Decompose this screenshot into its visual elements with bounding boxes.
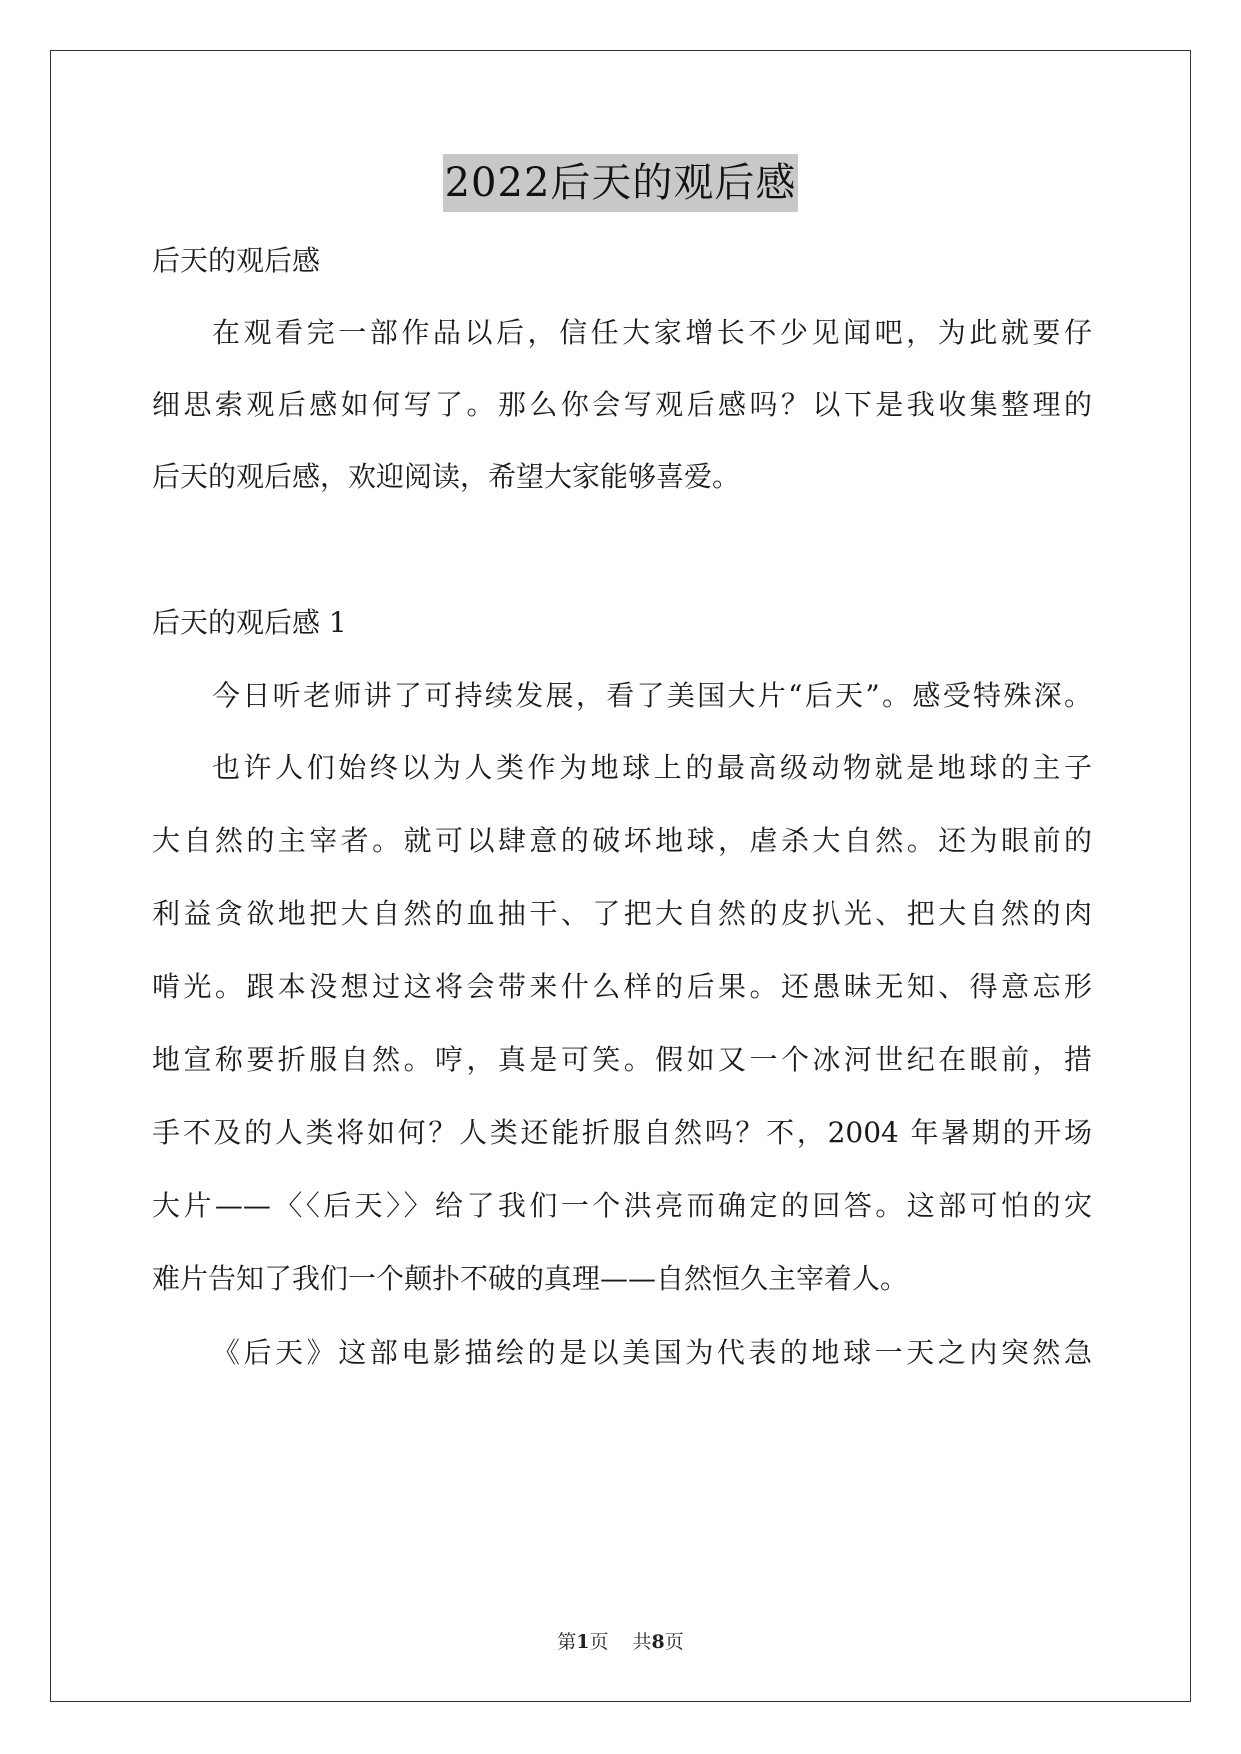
total-unit: 页 [664,1631,684,1653]
intro-line: 细思索观后感如何写了。那么你会写观后感吗？以下是我收集整理的 [152,388,1092,421]
paragraph-line: 难片告知了我们一个颠扑不破的真理——自然恒久主宰着人。 [152,1262,909,1295]
page-total: 8 [651,1631,665,1653]
paragraph-line: 大片——〈〈后天〉〉给了我们一个洪亮而确定的回答。这部可怕的灾 [152,1189,1092,1222]
page-border [50,50,1191,1702]
page-number: 1 [576,1631,590,1653]
paragraph-line: 今日听老师讲了可持续发展，看了美国大片“后天”。感受特殊深。 [212,679,1092,712]
title-block [0,154,1241,212]
paragraph-line: 大自然的主宰者。就可以肆意的破坏地球，虐杀大自然。还为眼前的 [152,824,1092,857]
intro-line: 后天的观后感，欢迎阅读，希望大家能够喜爱。 [152,460,741,493]
paragraph-line: 也许人们始终以为人类作为地球上的最高级动物就是地球的主子 [212,751,1092,784]
subtitle: 后天的观后感 [152,244,321,277]
paragraph-line: 地宣称要折服自然。哼，真是可笑。假如又一个冰河世纪在眼前，措 [152,1043,1092,1076]
document-title: 2022后天的观后感 [443,154,799,212]
paragraph-line: 啃光。跟本没想过这将会带来什么样的后果。还愚昧无知、得意忘形 [152,970,1092,1003]
paragraph-line: 《后天》这部电影描绘的是以美国为代表的地球一天之内突然急 [212,1336,1092,1369]
paragraph-line: 手不及的人类将如何？人类还能折服自然吗？不，2004 年暑期的开场 [152,1116,1092,1149]
intro-line: 在观看完一部作品以后，信任大家增长不少见闻吧，为此就要仔 [212,316,1092,349]
page-footer [0,1630,1241,1654]
paragraph-line: 利益贪欲地把大自然的血抽干、了把大自然的皮扒光、把大自然的肉 [152,897,1092,930]
page-prefix: 第 [557,1631,577,1653]
total-prefix: 共 [632,1631,652,1653]
page-unit: 页 [589,1631,609,1653]
section-heading: 后天的观后感 1 [152,606,347,639]
